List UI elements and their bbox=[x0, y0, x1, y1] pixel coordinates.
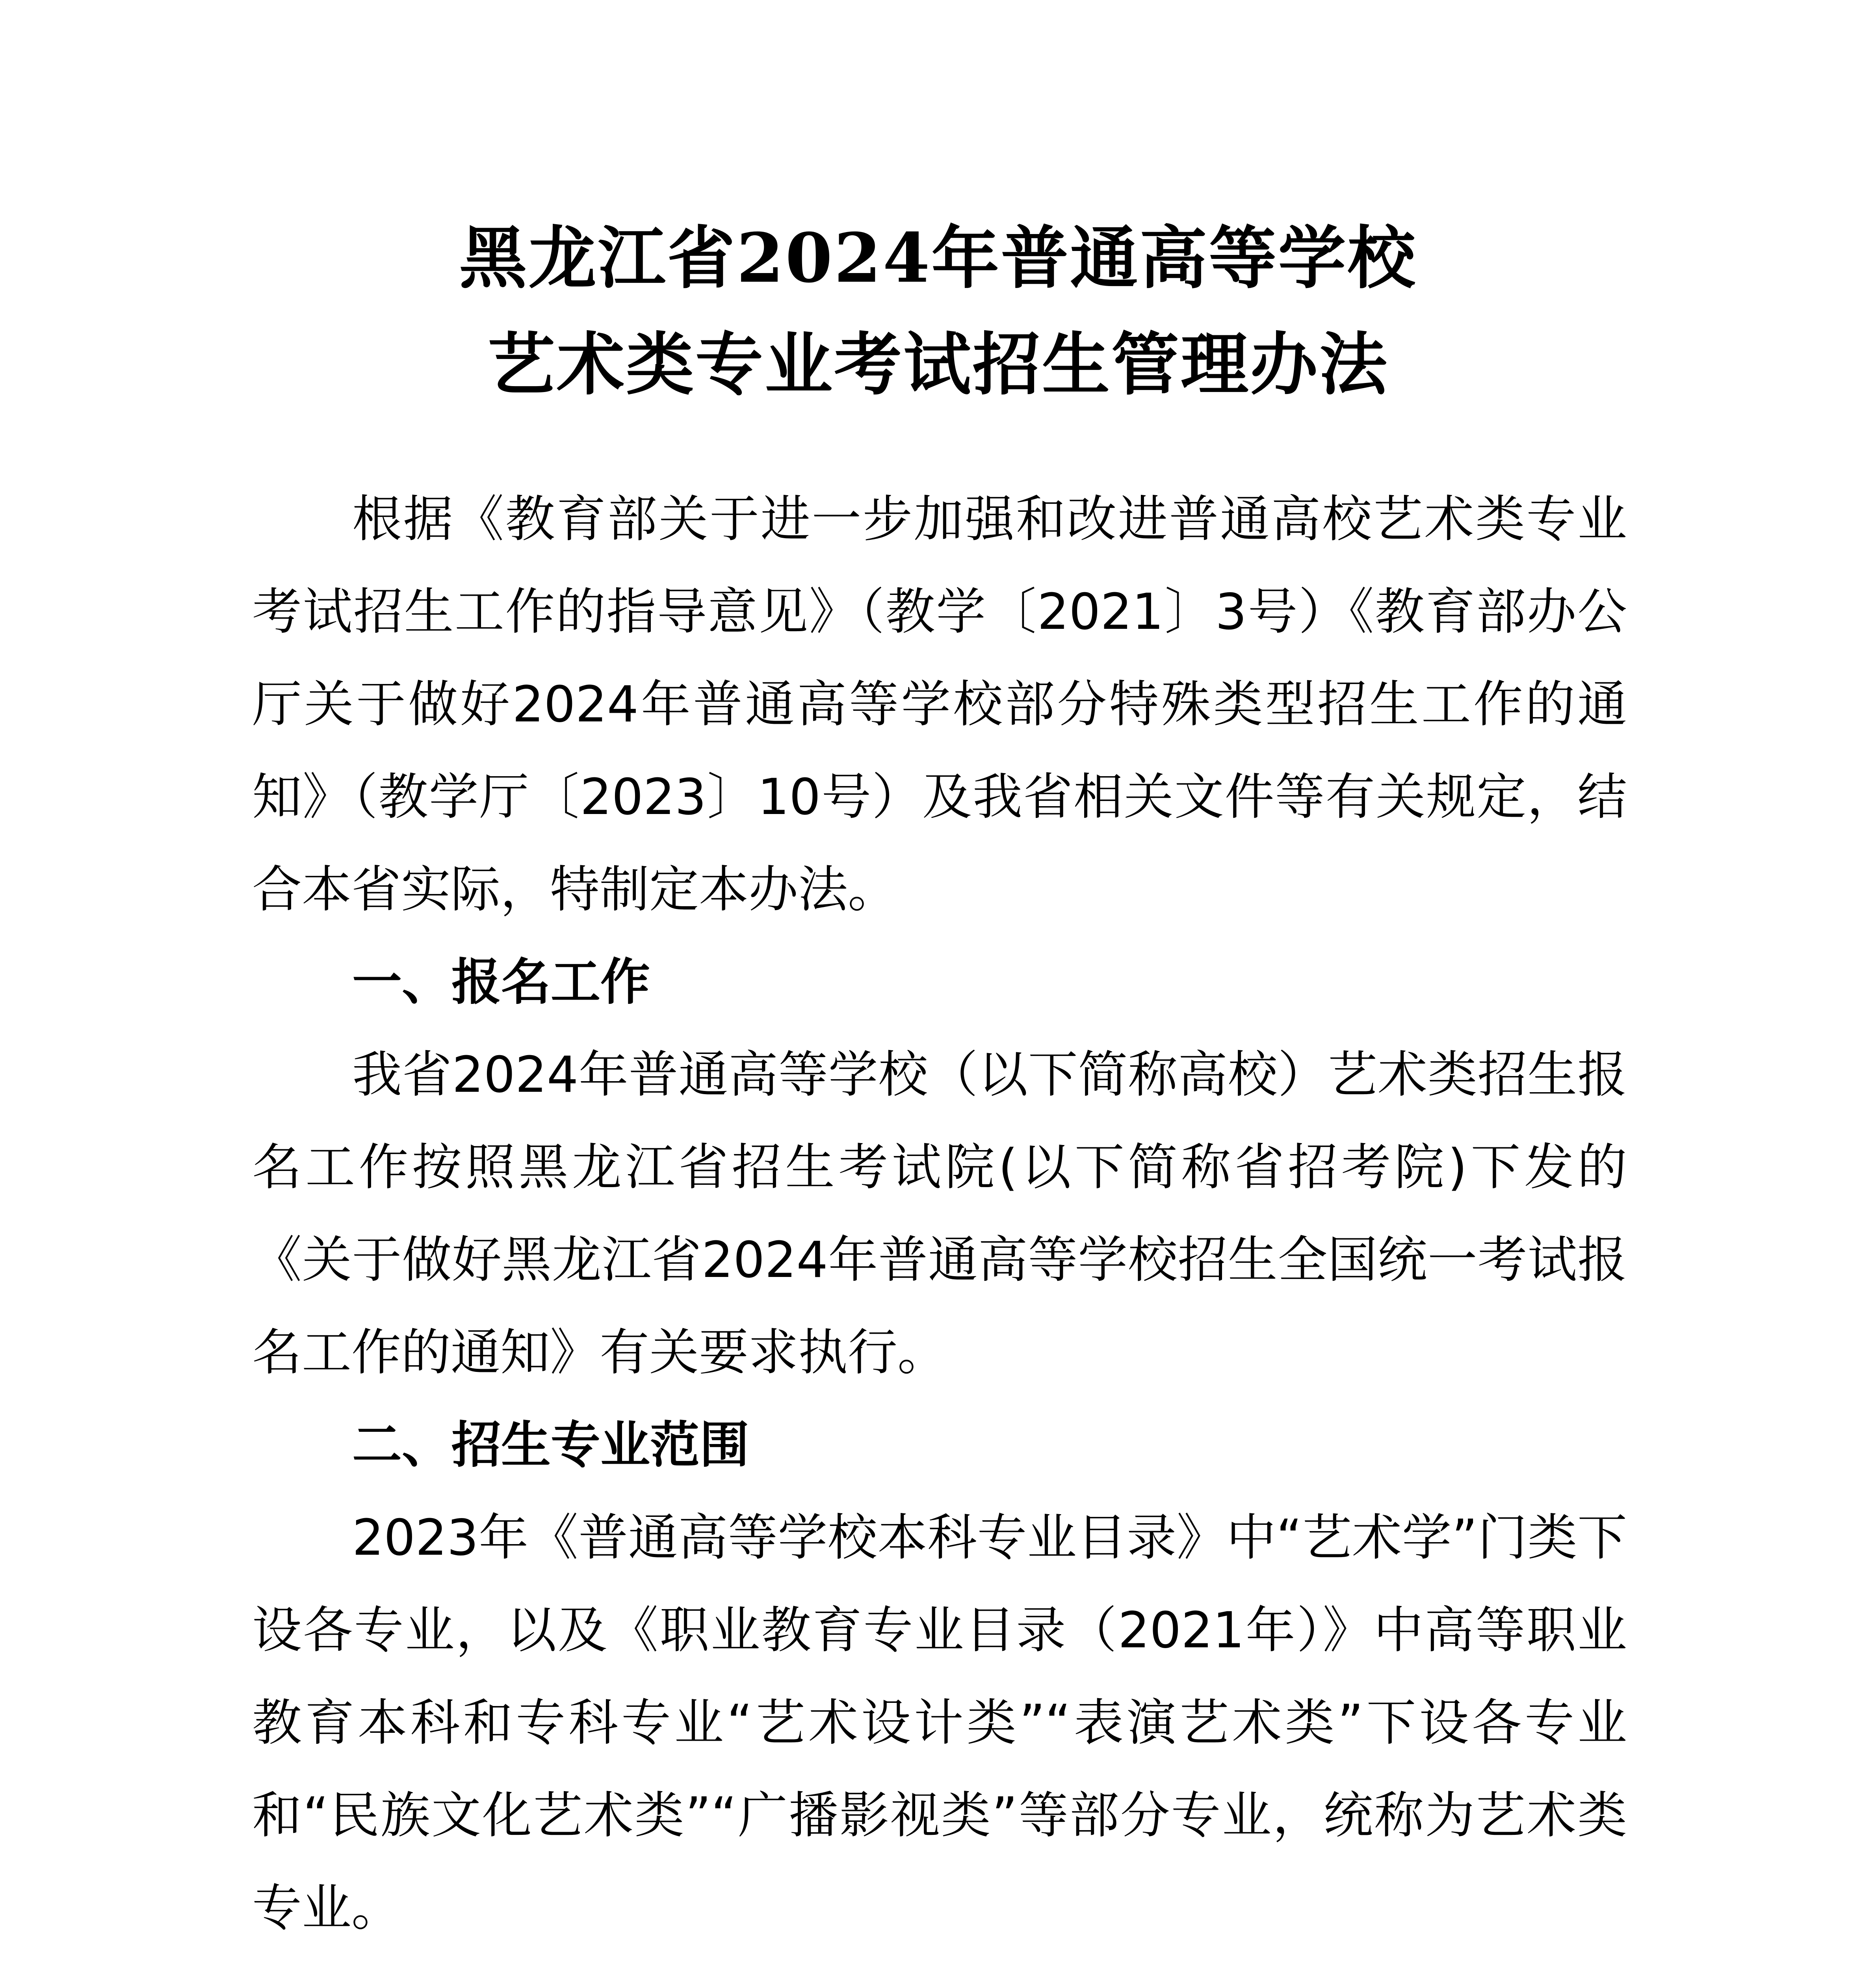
scope-paragraph-2 bbox=[252, 1954, 1627, 1970]
title-line-2: 艺术类专业考试招生管理办法 bbox=[487, 324, 1389, 404]
document-title bbox=[0, 205, 1876, 418]
title-line-1: 黑龙江省2024年普通高等学校 bbox=[459, 218, 1417, 298]
scope-paragraph-1: 2023年《普通高等学校本科专业目录》中“艺术学”门类下设各专业，以及《职业教育专业目录（2021年）》中高等职业教育本科和专科专业“艺术设计类”“表演艺术类”下设各专业和“民族文化艺术类”“广播影视类”等部分专业，统称为艺术类专业。 bbox=[252, 1509, 1627, 1937]
section-heading-registration: 一、报名工作 bbox=[352, 953, 650, 1011]
registration-paragraph: 我省2024年普通高等学校（以下简称高校）艺术类招生报名工作按照黑龙江省招生考试院(以下简称省招考院)下发的《关于做好黑龙江省2024年普通高等学校招生全国统一考试报名工作的通知》有关要求执行。 bbox=[252, 1046, 1627, 1381]
section-heading-scope: 二、招生专业范围 bbox=[352, 1416, 749, 1474]
document-body bbox=[252, 473, 1627, 1970]
intro-paragraph: 根据《教育部关于进一步加强和改进普通高校艺术类专业考试招生工作的指导意见》（教学〔2021〕3号）《教育部办公厅关于做好2024年普通高等学校部分特殊类型招生工作的通知》（教学厅〔2023〕10号）及我省相关文件等有关规定，结合本省实际，特制定本办法。 bbox=[252, 490, 1627, 918]
